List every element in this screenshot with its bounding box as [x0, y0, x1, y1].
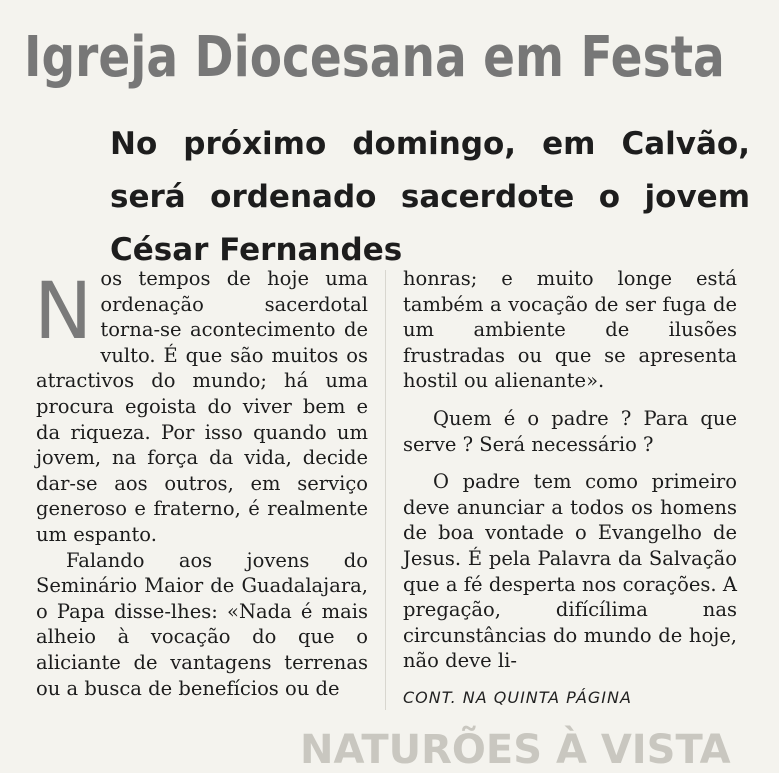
paragraph-5: O padre tem como primeiro deve anunciar a todos os homens de boa vontade o Evangelho de Jesus. É pela Palavra da Salvação que a fé desperta nos corações. A pregação, difícílima nas circunstâncias do mundo de hoje, não deve li- [403, 470, 737, 673]
paragraph-1: os tempos de hoje uma ordenação sacerdotal torna-se acontecimento de vulto. É que são muitos os atractivos do mundo; há uma procura egoista do viver bem e da riqueza. Por isso quando um jovem, na força da vida, decide dar-se aos outros, em serviço generoso e fraterno, é realmente um espanto. [36, 267, 368, 546]
subheadline: No próximo domingo, em Calvão, será ordenado sacerdote o jovem César Fernandes [110, 126, 750, 268]
headline: Igreja Diocesana em Festa [24, 25, 725, 90]
drop-cap: N [34, 267, 93, 357]
next-headline-text: NATURÕES À VISTA [300, 727, 731, 773]
column-divider [385, 270, 386, 710]
paragraph-3: honras; e muito longe está também a vocação de ser fuga de um ambiente de ilusões frustradas ou que se apresenta hostil ou alienante». [403, 267, 737, 393]
next-article-headline-fragment [300, 727, 740, 773]
continuation-note: CONT. NA QUINTA PÁGINA [403, 688, 632, 707]
article-column-right [403, 266, 737, 674]
paragraph-2: Falando aos jovens do Seminário Maior de Guadalajara, o Papa disse-lhes: «Nada é mais alheio à vocação do que o aliciante de vantagens terrenas ou a busca de benefícios ou de [36, 548, 368, 700]
article-column-left [36, 266, 368, 701]
paragraph-4: Quem é o padre ? Para que serve ? Será necessário ? [403, 406, 737, 456]
